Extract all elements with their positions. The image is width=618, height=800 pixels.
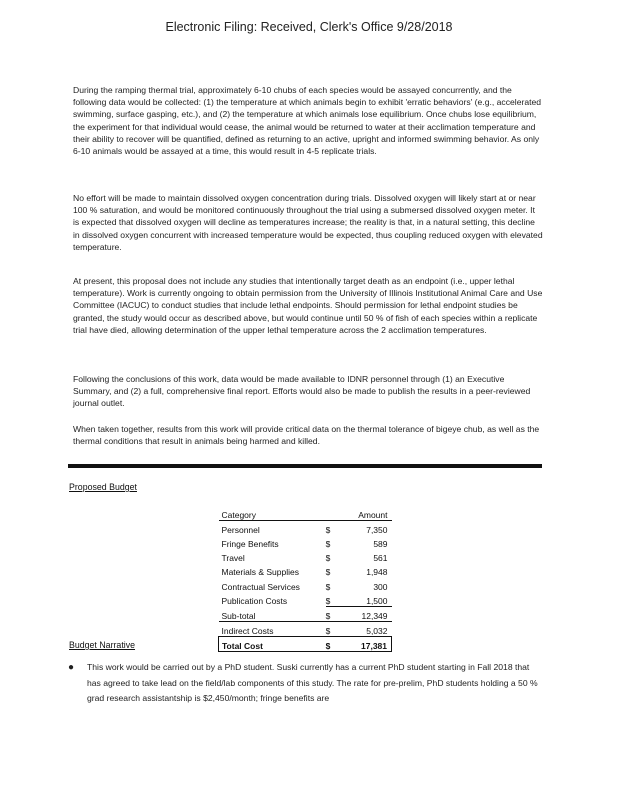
- paragraph-dissolved-oxygen: No effort will be made to maintain dissolved oxygen concentration during trials. Dissolved oxygen will likely start at or near 100 % saturation, and would be monitored continuously throughout the trial using a submersed dissolved oxygen meter. It is expected that dissolved oxygen will decline as temperatures increase; the reality is that, in a natural setting, this decline in dissolved oxygen concurrent with increased temperature would be expected, thus coupling reduced oxygen with elevated temperature.: [73, 193, 543, 252]
- budget-total-currency: $: [326, 636, 339, 651]
- budget-subtotal-label: Sub-total: [221, 610, 256, 621]
- budget-total-label: Total Cost: [219, 636, 326, 651]
- budget-indirect-row: [219, 621, 392, 636]
- budget-subtotal-currency: $: [326, 606, 339, 621]
- paragraph-dissemination: Following the conclusions of this work, data would be made available to IDNR personnel through (1) an Executive Summary, and (2) a full, comprehensive final report. Efforts would also be made to publish the results in a peer-reviewed journal outlet.: [73, 374, 531, 409]
- budget-row-amount: 561: [373, 553, 388, 564]
- budget-row-currency: $: [326, 592, 339, 607]
- budget-row-category: Contractual Services: [221, 581, 300, 592]
- budget-row: [219, 549, 392, 563]
- budget-row-currency: $: [325, 567, 331, 578]
- budget-row: [219, 592, 392, 607]
- budget-row-category: Travel: [221, 553, 245, 564]
- budget-subtotal-row: [219, 606, 392, 621]
- budget-row-category: Personnel: [221, 525, 260, 536]
- budget-row: [219, 563, 392, 577]
- budget-total-row: [219, 636, 392, 651]
- budget-row-currency: $: [325, 581, 331, 592]
- paragraph-ramping-trial: During the ramping thermal trial, approximately 6-10 chubs of each species would be assayed concurrently, and the following data would be collected: (1) the temperature at which animals begin to exhibit 'erratic behaviors' (e.g., accelerated swimming, surface gasping, etc.), and (2) the temperature at which animals lose equilibrium. Once chubs lose equilibrium, the experiment for that individual would cease, the animal would be returned to water at their acclimation temperature and their ability to recover will be quantified, defined as returning to an active, upright and informed swimming behavior. As only 6-10 animals would be assayed at a time, this would result in 4-5 replicate trials.: [73, 85, 542, 157]
- budget-heading: Proposed Budget: [69, 482, 137, 492]
- budget-indirect-label: Indirect Costs: [219, 621, 326, 636]
- budget-indirect-amount: 5,032: [338, 621, 391, 636]
- budget-row-category: Publication Costs: [221, 596, 288, 607]
- budget-row-amount: 7,350: [366, 525, 388, 536]
- filing-stamp-header: Electronic Filing: Received, Clerk's Office 9/28/2018: [165, 20, 453, 34]
- budget-total-amount: 17,381: [338, 636, 391, 651]
- budget-row-amount: 300: [373, 581, 388, 592]
- budget-indirect-currency: $: [326, 621, 339, 636]
- budget-col-category: Category: [219, 506, 326, 521]
- budget-subtotal-amount: 12,349: [338, 606, 391, 621]
- bullet-icon: ●: [68, 662, 75, 673]
- budget-row-category: Materials & Supplies: [221, 567, 299, 578]
- budget-row-currency: $: [325, 525, 331, 536]
- narrative-bullet-text: This work would be carried out by a PhD student. Suski currently has a current PhD student starting in Fall 2018 that has agreed to take lead on the field/lab components of this study. The rate for pre-prelim, PhD students holding a 50 % grad research assistantship is $2,450/month; fringe benefits are: [87, 662, 538, 703]
- budget-row-currency: $: [325, 553, 331, 564]
- paragraph-conclusion: When taken together, results from this work will provide critical data on the thermal tolerance of bigeye chub, as well as the thermal conditions that result in animals being harmed and killed.: [73, 424, 540, 447]
- budget-col-amount: Amount: [338, 506, 391, 521]
- budget-row: [219, 535, 392, 549]
- budget-row-amount: 1,948: [366, 567, 388, 578]
- budget-row-amount: 1,500: [338, 592, 391, 607]
- budget-row-amount: 589: [373, 539, 388, 550]
- budget-row: [219, 521, 392, 536]
- budget-row-category: Fringe Benefits: [221, 539, 279, 550]
- section-divider: [68, 464, 542, 468]
- budget-header-row: [219, 506, 392, 521]
- budget-row: [219, 577, 392, 591]
- narrative-bullet-item: [68, 660, 544, 707]
- budget-row-currency: $: [325, 539, 331, 550]
- narrative-heading: Budget Narrative: [69, 640, 136, 650]
- budget-table: [218, 506, 392, 652]
- paragraph-lethal-endpoint: At present, this proposal does not include any studies that intentionally target death as an endpoint (i.e., upper lethal temperature). Work is currently ongoing to obtain permission from the University of Illinois Institutional Animal Care and Use Committee (IACUC) to conduct studies that include lethal endpoints. Should permission for lethal endpoint studies be granted, the study would occur as described above, but would continue until 50 % of fish of each species within a replicate trial have died, allowing determination of the upper lethal temperature across the 2 acclimation temperatures.: [73, 276, 543, 335]
